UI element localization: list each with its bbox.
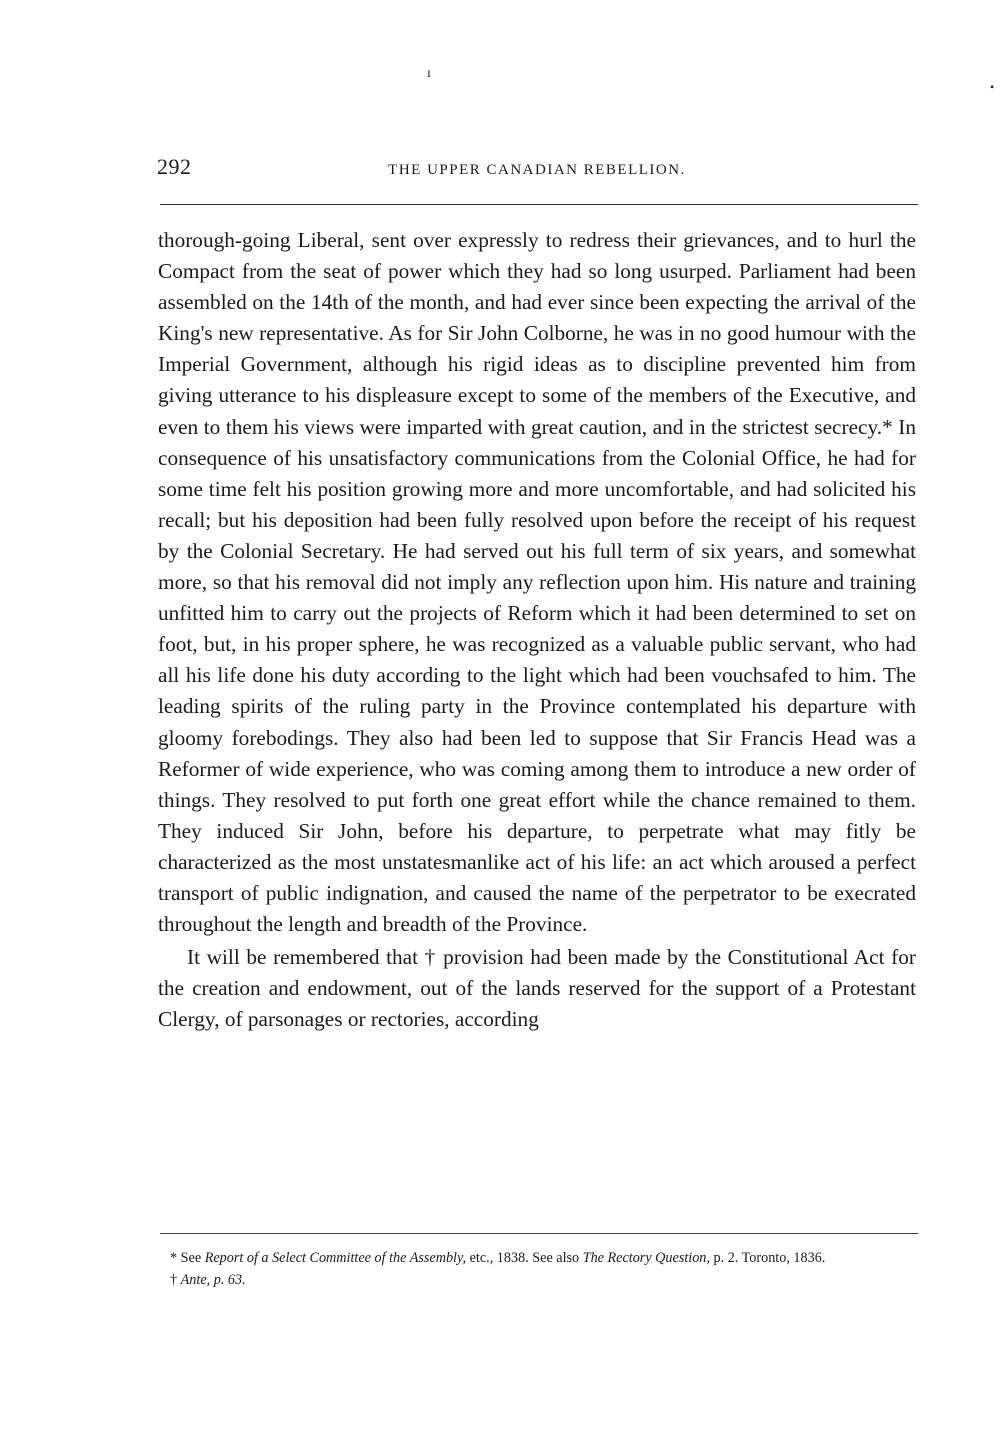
footnotes xyxy=(158,1247,916,1291)
page-number: 292 xyxy=(157,154,192,179)
body-text xyxy=(158,225,916,1035)
paragraph: It will be remembered that † provision had been made by the Constitutional Act for the creation and endowment, out of the lands reserved for the support of a Protestant Clergy, of parsonages or rectories, according xyxy=(158,945,916,1032)
page-header xyxy=(157,150,917,190)
footnote-citation-title: Ante, p. 63. xyxy=(180,1272,246,1288)
footnote-1 xyxy=(158,1247,916,1269)
footnote-marker: * See xyxy=(170,1250,205,1266)
footnote-2 xyxy=(158,1269,916,1291)
paragraph: thorough-going Liberal, sent over expressly to redress their grievances, and to hurl the Compact from the seat of power which they had so long usurped. Parliament had been assembled on the 14th of the month, and had ever since been expecting the arrival of the King's new representative. As for Sir John Colborne, he was in no good humour with the Imperial Government, although his rigid ideas as to discipline prevented him from giving utterance to his displeasure except to some of the members of the Executive, and even to them his views were imparted with great caution, and in the strictest secrecy.* In consequence of his unsatisfactory communications from the Colonial Office, he had for some time felt his position growing more and more uncomfortable, and had solicited his recall; but his deposition had been fully resolved upon before the receipt of his request by the Colonial Secretary. He had served out his full term of six years, and somewhat more, so that his removal did not imply any reflection upon him. His nature and training unfitted him to carry out the projects of Reform which it had been determined to set on foot, but, in his proper sphere, he was recognized as a valuable public servant, who had all his life done his duty according to the light which had been vouchsafed to him. The leading spirits of the ruling party in the Province contemplated his departure with gloomy forebodings. They also had been led to suppose that Sir Francis Head was a Reformer of wide experience, who was coming among them to introduce a new order of things. They resolved to put forth one great effort while the chance remained to them. They induced Sir John, before his departure, to perpetrate what may fitly be characterized as the most unstatesmanlike act of his life: an act which aroused a perfect transport of public indignation, and caused the name of the perpetrator to be execrated throughout the length and breadth of the Province. xyxy=(158,228,916,937)
footnote-marker: † xyxy=(170,1272,181,1288)
running-title: THE UPPER CANADIAN REBELLION. xyxy=(388,162,686,178)
footnote-citation-title: Report of a Select Committee of the Assembly, xyxy=(204,1250,467,1266)
footnote-text: etc., 1838. See also xyxy=(466,1250,583,1266)
header-rule xyxy=(160,204,918,205)
footnote-text: p. 2. Toronto, 1836. xyxy=(709,1250,826,1266)
stray-mark-right: • xyxy=(990,80,995,94)
stray-mark-top: ı xyxy=(427,66,431,81)
footnote-citation-title: The Rectory Question, xyxy=(582,1250,710,1266)
footnote-rule xyxy=(160,1233,918,1234)
